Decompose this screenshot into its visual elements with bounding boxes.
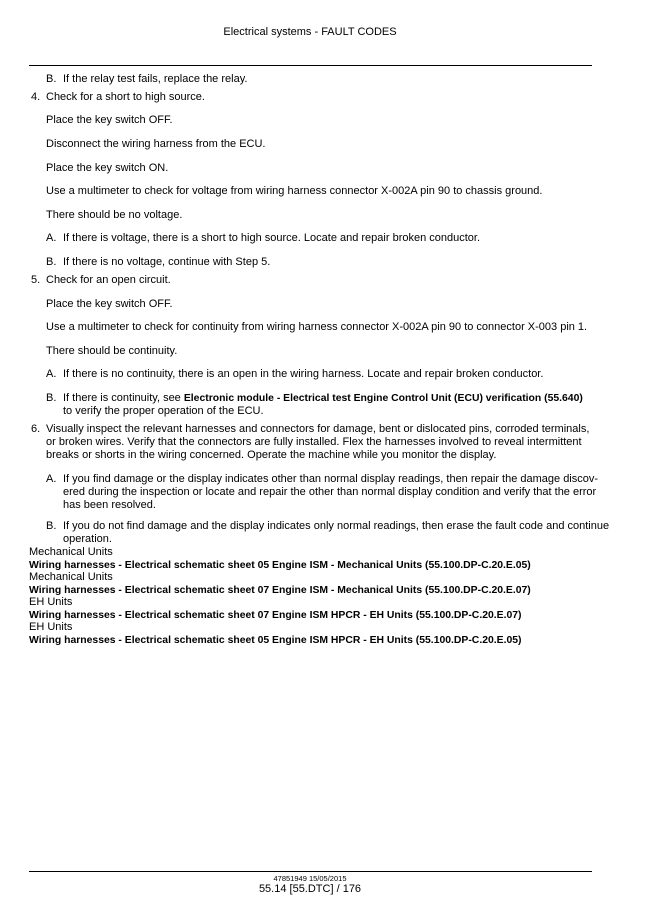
step6-b-marker: B. xyxy=(46,520,57,532)
step5-a-text: If there is no continuity, there is an open in the wiring harness. Locate and repair broken conductor. xyxy=(63,368,544,380)
step4-line: There should be no voltage. xyxy=(46,209,183,221)
reference-link[interactable]: Wiring harnesses - Electrical schematic sheet 07 Engine ISM HPCR - EH Units (55.100.DP-C.20.E.07) xyxy=(29,610,522,621)
reference-label: EH Units xyxy=(29,621,73,633)
step6-a-line: If you find damage or the display indicates other than normal display readings, then repair the damage discov- xyxy=(63,473,599,485)
step6-a-line: ered during the inspection or locate and repair the other than normal display condition and verify that the error xyxy=(63,486,597,498)
step6-a-line: has been resolved. xyxy=(63,499,156,511)
reference-link[interactable]: Wiring harnesses - Electrical schematic sheet 05 Engine ISM - Mechanical Units (55.100.DP-C.20.E.05) xyxy=(29,560,531,571)
footer-divider xyxy=(29,871,592,872)
step4-a-marker: A. xyxy=(46,232,57,244)
step6-line: Visually inspect the relevant harnesses and connectors for damage, bent or dislocated pins, corroded terminals, xyxy=(46,423,590,435)
footer-page-number: 55.14 [55.DTC] / 176 xyxy=(258,883,362,895)
step6-a-marker: A. xyxy=(46,473,57,485)
reference-label: Mechanical Units xyxy=(29,571,113,583)
step5-b-line1 xyxy=(63,392,583,405)
step6-number: 6. xyxy=(31,423,41,435)
step5-b-suffix: to verify the proper operation of the ECU. xyxy=(63,405,264,417)
step5-line: Use a multimeter to check for continuity from wiring harness connector X-002A pin 90 to connector X-003 pin 1. xyxy=(46,321,588,333)
page-header-title: Electrical systems - FAULT CODES xyxy=(223,26,397,38)
step4-b-text: If there is no voltage, continue with Step 5. xyxy=(63,256,271,268)
step5-title: Check for an open circuit. xyxy=(46,274,171,286)
step5-b-prefix: If there is continuity, see xyxy=(63,392,184,404)
footer-doc-reference: 47851949 15/05/2015 xyxy=(273,874,347,883)
step5-b-marker: B. xyxy=(46,392,57,404)
step5-a-marker: A. xyxy=(46,368,57,380)
step3-b-text: If the relay test fails, replace the relay. xyxy=(63,73,248,85)
step4-line: Place the key switch ON. xyxy=(46,162,169,174)
reference-link[interactable]: Wiring harnesses - Electrical schematic sheet 07 Engine ISM - Mechanical Units (55.100.DP-C.20.E.07) xyxy=(29,585,531,596)
step4-line: Disconnect the wiring harness from the ECU. xyxy=(46,138,266,150)
step4-b-marker: B. xyxy=(46,256,57,268)
reference-label: EH Units xyxy=(29,596,73,608)
step4-number: 4. xyxy=(31,91,41,103)
step5-line: Place the key switch OFF. xyxy=(46,298,173,310)
step5-line: There should be continuity. xyxy=(46,345,178,357)
step4-title: Check for a short to high source. xyxy=(46,91,205,103)
step4-line: Place the key switch OFF. xyxy=(46,114,173,126)
step6-line: or broken wires. Verify that the connectors are fully installed. Flex the harnesses involved to reveal intermittent xyxy=(46,436,582,448)
step6-line: breaks or shorts in the wiring concerned. Operate the machine while you monitor the display. xyxy=(46,449,497,461)
step4-line: Use a multimeter to check for voltage from wiring harness connector X-002A pin 90 to chassis ground. xyxy=(46,185,543,197)
step6-b-line: If you do not find damage and the display indicates only normal readings, then erase the fault code and continue xyxy=(63,520,610,532)
step5-number: 5. xyxy=(31,274,41,286)
step6-b-line: operation. xyxy=(63,533,112,545)
step4-a-text: If there is voltage, there is a short to high source. Locate and repair broken conductor. xyxy=(63,232,481,244)
reference-label: Mechanical Units xyxy=(29,546,113,558)
ecu-verification-link[interactable]: Electronic module - Electrical test Engine Control Unit (ECU) verification (55.640) xyxy=(183,393,583,404)
reference-link[interactable]: Wiring harnesses - Electrical schematic sheet 05 Engine ISM HPCR - EH Units (55.100.DP-C.20.E.05) xyxy=(29,635,522,646)
step3-b-marker: B. xyxy=(46,73,57,85)
header-divider xyxy=(29,65,592,66)
